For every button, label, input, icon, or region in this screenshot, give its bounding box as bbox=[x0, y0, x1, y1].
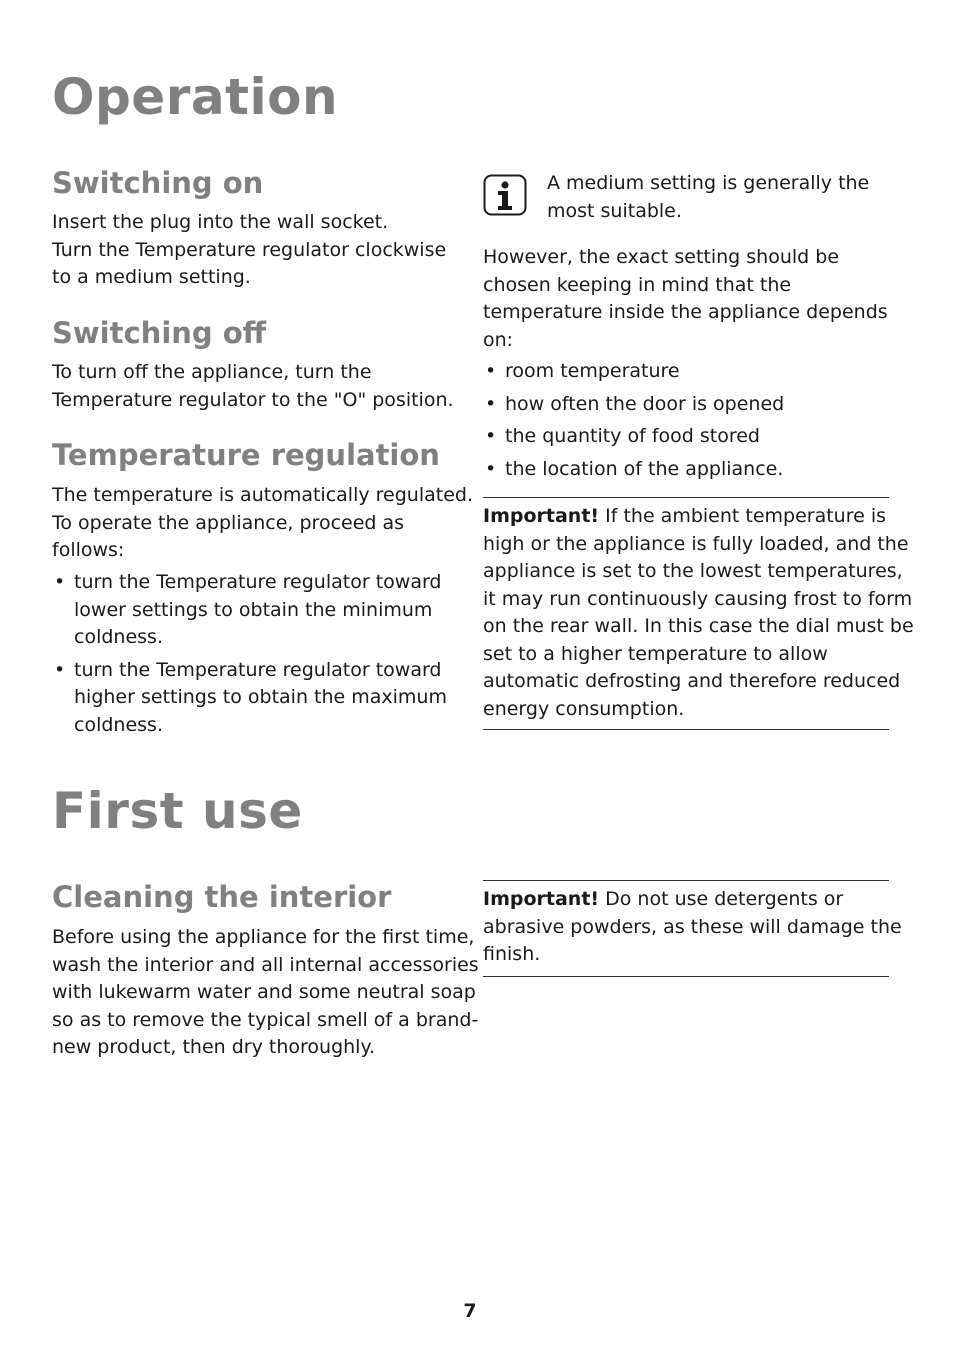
text-line: • how often the door is opened bbox=[505, 392, 785, 415]
text-line bbox=[483, 503, 893, 531]
info-note-text bbox=[547, 170, 892, 225]
text-line: • turn the Temperature regulator toward bbox=[74, 571, 442, 593]
list-item bbox=[483, 423, 893, 451]
section-title-first-use: First use bbox=[52, 782, 303, 840]
text-line: The temperature is automatically regulated. bbox=[52, 484, 473, 506]
text-line: on: bbox=[483, 328, 514, 351]
divider bbox=[483, 880, 889, 881]
text-line: Temperature regulator to the "O" position. bbox=[52, 388, 454, 411]
text-line: set to a higher temperature to allow bbox=[483, 642, 828, 665]
text-line: coldness. bbox=[74, 626, 163, 648]
important-label: Important! bbox=[483, 888, 600, 910]
heading-cleaning-interior: Cleaning the interior bbox=[52, 880, 392, 914]
text-line: most suitable. bbox=[547, 199, 682, 222]
text-line: coldness. bbox=[74, 713, 163, 736]
list-item bbox=[483, 391, 893, 419]
text-line: wash the interior and all internal accessories bbox=[52, 953, 479, 976]
list-item bbox=[483, 358, 893, 386]
page-number: 7 bbox=[463, 1300, 477, 1322]
section-title-operation: Operation bbox=[52, 68, 339, 126]
divider bbox=[483, 729, 889, 730]
divider bbox=[483, 497, 889, 498]
cleaning-text bbox=[52, 924, 479, 1062]
text-line: lower settings to obtain the minimum bbox=[74, 598, 433, 621]
text-line: follows: bbox=[52, 539, 125, 561]
divider bbox=[483, 976, 889, 977]
text-line: on the rear wall. In this case the dial must be bbox=[483, 615, 914, 637]
text-line: it may run continuously causing frost to form bbox=[483, 587, 913, 610]
switching-off-text bbox=[52, 359, 462, 414]
text-run: If the ambient temperature is bbox=[599, 505, 887, 527]
text-line: automatic defrosting and therefore reduced bbox=[483, 670, 901, 692]
important-label: Important! bbox=[483, 505, 600, 527]
setting-factors-list bbox=[483, 358, 893, 483]
important-note-operation bbox=[483, 503, 914, 723]
text-line: Insert the plug into the wall socket. bbox=[52, 211, 389, 233]
text-line: Before using the appliance for the first time, bbox=[52, 926, 475, 948]
switching-on-text bbox=[52, 209, 462, 292]
text-line: with lukewarm water and some neutral soap bbox=[52, 981, 476, 1003]
text-line: However, the exact setting should be bbox=[483, 246, 840, 268]
heading-switching-off: Switching off bbox=[52, 316, 267, 350]
heading-temperature-regulation: Temperature regulation bbox=[52, 438, 440, 472]
text-line: • room temperature bbox=[505, 360, 680, 382]
list-item bbox=[483, 456, 893, 484]
text-line: chosen keeping in mind that the bbox=[483, 273, 792, 296]
text-line: finish. bbox=[483, 943, 541, 965]
text-line: to a medium setting. bbox=[52, 266, 251, 288]
list-item bbox=[52, 657, 462, 740]
text-line: higher settings to obtain the maximum bbox=[74, 686, 447, 708]
text-line: Turn the Temperature regulator clockwise bbox=[52, 238, 447, 261]
text-line: high or the appliance is fully loaded, and the bbox=[483, 532, 909, 555]
text-line: temperature inside the appliance depends bbox=[483, 301, 888, 323]
temperature-regulation-text bbox=[52, 482, 473, 565]
text-line: energy consumption. bbox=[483, 697, 685, 720]
text-line: • the quantity of food stored bbox=[505, 425, 760, 447]
text-line: new product, then dry thoroughly. bbox=[52, 1036, 376, 1058]
text-line: so as to remove the typical smell of a brand- bbox=[52, 1008, 479, 1031]
text-line: appliance is set to the lowest temperatures, bbox=[483, 560, 903, 582]
setting-text bbox=[483, 244, 893, 354]
text-line bbox=[483, 886, 893, 914]
important-note-first-use bbox=[483, 886, 902, 969]
text-line: To turn off the appliance, turn the bbox=[52, 361, 372, 383]
text-run: Do not use detergents or bbox=[599, 888, 844, 910]
heading-switching-on: Switching on bbox=[52, 166, 264, 200]
text-line: • turn the Temperature regulator toward bbox=[74, 658, 442, 681]
text-line: A medium setting is generally the bbox=[547, 172, 870, 194]
temperature-regulation-list bbox=[52, 569, 462, 739]
text-line: • the location of the appliance. bbox=[505, 457, 784, 480]
info-icon bbox=[483, 174, 527, 216]
text-line: abrasive powders, as these will damage the bbox=[483, 915, 902, 938]
list-item bbox=[52, 569, 462, 652]
text-line: To operate the appliance, proceed as bbox=[52, 511, 405, 534]
